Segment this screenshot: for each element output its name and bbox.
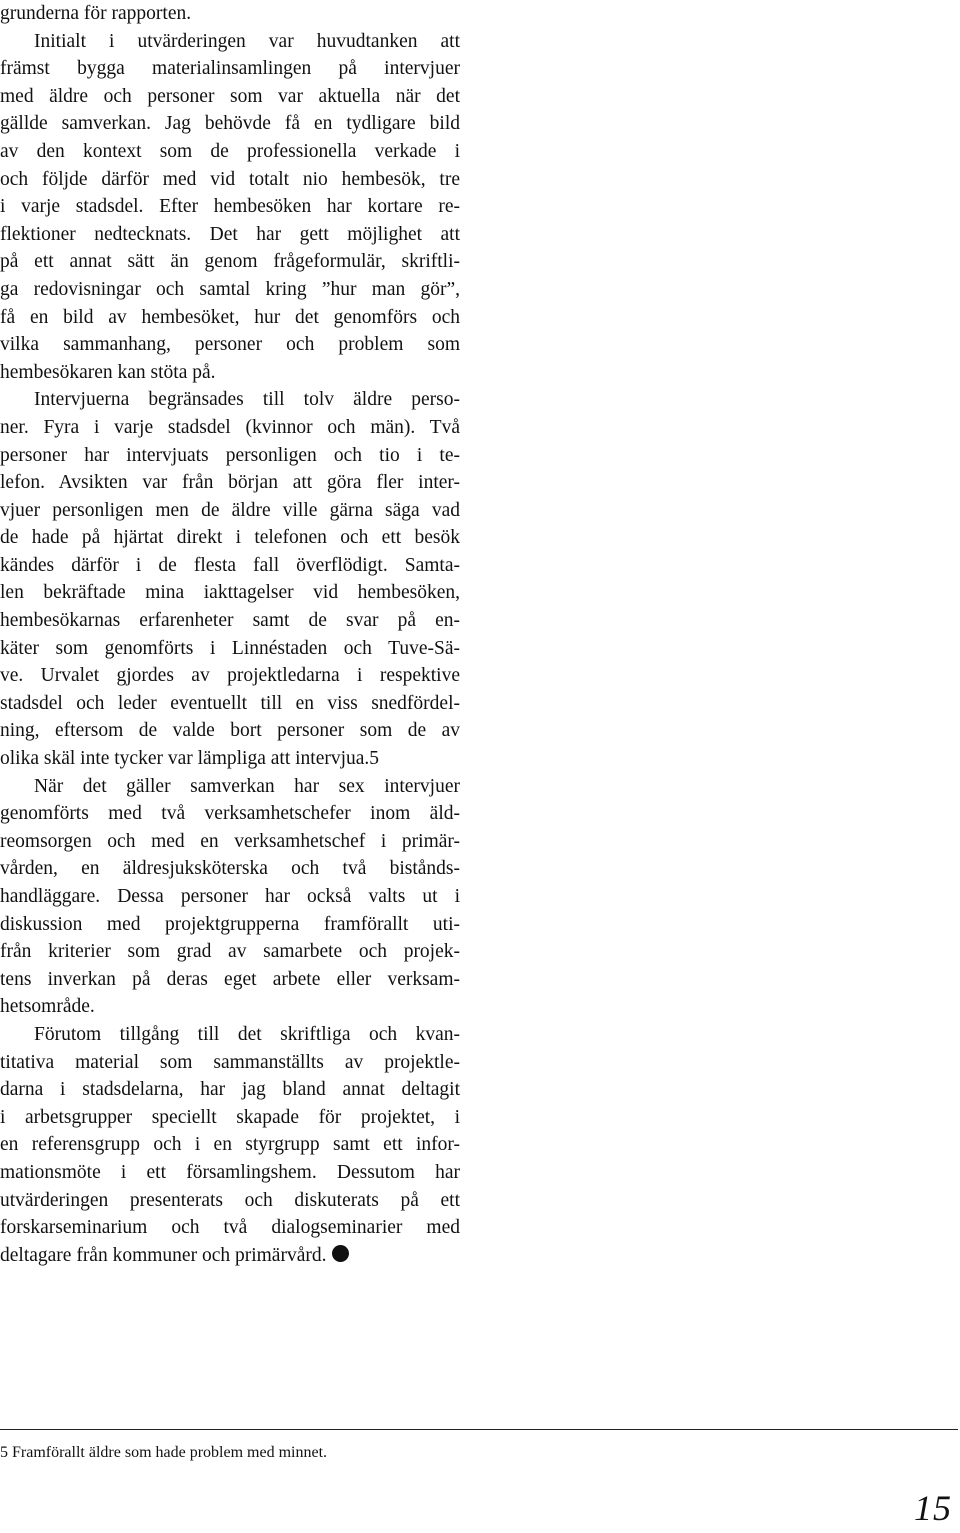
- text-line: [0, 469, 460, 497]
- text-line-content: flektioner nedtecknats. Det har gett möjlighet att: [0, 223, 460, 245]
- text-line-content: gällde samverkan. Jag behövde få en tydligare bild: [0, 113, 460, 135]
- text-line: [0, 138, 460, 166]
- text-line-content: personer har intervjuats personligen och tio i te-: [0, 444, 460, 466]
- text-line: [0, 828, 460, 856]
- text-line: [0, 414, 460, 442]
- text-line: [0, 938, 460, 966]
- text-line-content: ning, eftersom de valde bort personer som de av: [0, 720, 460, 742]
- text-line-content: darna i stadsdelarna, har jag bland annat deltagit: [0, 1079, 460, 1101]
- text-line: [0, 607, 460, 635]
- body-text: [0, 0, 460, 1269]
- text-line: [0, 745, 460, 773]
- text-line: [0, 690, 460, 718]
- text-line: [0, 28, 460, 56]
- text-line-content: vården, en äldresjuksköterska och två bistånds-: [0, 858, 460, 880]
- text-line: [0, 1076, 460, 1104]
- text-line-content: Initialt i utvärderingen var huvudtanken att: [34, 30, 460, 52]
- text-line-content: stadsdel och leder eventuellt till en viss snedfördel-: [0, 692, 460, 714]
- text-line: [0, 331, 460, 359]
- text-line-content: av den kontext som de professionella verkade i: [0, 140, 460, 162]
- text-line: [0, 1021, 460, 1049]
- text-line: [0, 524, 460, 552]
- text-line: [0, 773, 460, 801]
- text-line-content: få en bild av hembesöket, hur det genomförs och: [0, 306, 460, 328]
- text-line: [0, 0, 460, 28]
- text-line: [0, 1214, 460, 1242]
- text-line-content: och följde därför med vid totalt nio hembesök, tre: [0, 168, 460, 190]
- text-line-content: Intervjuerna begränsades till tolv äldre perso-: [34, 389, 460, 411]
- text-line-content: reomsorgen och med en verksamhetschef i primär-: [0, 830, 460, 852]
- text-line-content: genomförts med två verksamhetschefer inom äld-: [0, 803, 460, 825]
- page-number: 15: [914, 1488, 952, 1528]
- text-line-content: med äldre och personer som var aktuella när det: [0, 85, 460, 107]
- text-line-content: När det gäller samverkan har sex intervjuer: [34, 775, 460, 797]
- text-line: [0, 276, 460, 304]
- text-line-content: hetsområde.: [0, 996, 95, 1018]
- text-line: [0, 304, 460, 332]
- text-line-content: titativa material som sammanställts av projektle-: [0, 1051, 460, 1073]
- text-line-content: ve. Urvalet gjordes av projektledarna i respektive: [0, 665, 460, 687]
- text-line: [0, 386, 460, 414]
- text-line-content: de hade på hjärtat direkt i telefonen och ett besök: [0, 527, 460, 549]
- text-line-content: lefon. Avsikten var från början att göra fler inter-: [0, 472, 460, 494]
- text-line-content: olika skäl inte tycker var lämpliga att intervjua.5: [0, 748, 380, 770]
- text-line-content: ga redovisningar och samtal kring ”hur man gör”,: [0, 278, 460, 300]
- text-line: [0, 1049, 460, 1077]
- text-line: [0, 442, 460, 470]
- text-line-content: Förutom tillgång till det skriftliga och kvan-: [34, 1023, 460, 1045]
- text-line-content: hembesökarnas erfarenheter samt de svar på en-: [0, 610, 460, 632]
- text-line: [0, 193, 460, 221]
- text-line: [0, 55, 460, 83]
- text-line: [0, 662, 460, 690]
- text-line: [0, 1104, 460, 1132]
- text-line: [0, 993, 460, 1021]
- text-line: [0, 883, 460, 911]
- text-line-content: handläggare. Dessa personer har också valts ut i: [0, 886, 460, 907]
- text-line-content: utvärderingen presenterats och diskuterats på ett: [0, 1189, 460, 1211]
- text-line: [0, 1131, 460, 1159]
- text-line: [0, 911, 460, 939]
- text-line-content: i varje stadsdel. Efter hembesöken har kortare re-: [0, 196, 460, 218]
- text-line-content: en referensgrupp och i en styrgrupp samt ett infor-: [0, 1134, 460, 1156]
- text-line: [0, 359, 460, 387]
- text-line: [0, 1242, 460, 1270]
- text-line-content: hembesökaren kan stöta på.: [0, 361, 216, 383]
- text-line-content: i arbetsgrupper speciellt skapade för projektet, i: [0, 1106, 460, 1128]
- text-line-content: vjuer personligen men de äldre ville gärna säga vad: [0, 499, 460, 521]
- text-line-content: kändes därför i de flesta fall överflödigt. Samta-: [0, 554, 460, 576]
- text-line-content: ner. Fyra i varje stadsdel (kvinnor och män). Två: [0, 416, 460, 438]
- text-line-content: vilka sammanhang, personer och problem som: [0, 334, 460, 356]
- text-line-content: från kriterier som grad av samarbete och projek-: [0, 941, 460, 963]
- text-line-content: främst bygga materialinsamlingen på intervjuer: [0, 58, 460, 80]
- text-line: [0, 83, 460, 111]
- text-line-content: käter som genomförts i Linnéstaden och Tuve-Sä-: [0, 637, 460, 659]
- footnote-divider: [0, 1429, 958, 1430]
- text-line: [0, 855, 460, 883]
- footnote: 5 Framförallt äldre som hade problem med minnet.: [0, 1444, 328, 1461]
- text-line-content: diskussion med projektgrupperna framförallt uti-: [0, 913, 460, 935]
- text-line: [0, 800, 460, 828]
- text-line: [0, 497, 460, 525]
- text-line: [0, 635, 460, 663]
- text-line: [0, 552, 460, 580]
- text-line-content: forskarseminarium och två dialogseminarier med: [0, 1217, 460, 1239]
- text-line-content: grunderna för rapporten.: [0, 3, 192, 24]
- end-of-article-bullet-icon: [332, 1245, 349, 1262]
- text-line-content: deltagare från kommuner och primärvård.: [0, 1244, 327, 1266]
- text-line: [0, 966, 460, 994]
- text-line-content: tens inverkan på deras eget arbete eller verksam-: [0, 968, 460, 990]
- text-line: [0, 110, 460, 138]
- text-line-content: på ett annat sätt än genom frågeformulär, skriftli-: [0, 251, 460, 273]
- text-line: [0, 1159, 460, 1187]
- text-line: [0, 221, 460, 249]
- text-line: [0, 1187, 460, 1215]
- text-line: [0, 717, 460, 745]
- text-line: [0, 248, 460, 276]
- text-line-content: mationsmöte i ett församlingshem. Dessutom har: [0, 1161, 460, 1183]
- text-line: [0, 166, 460, 194]
- text-line-content: len bekräftade mina iakttagelser vid hembesöken,: [0, 582, 460, 604]
- text-line: [0, 579, 460, 607]
